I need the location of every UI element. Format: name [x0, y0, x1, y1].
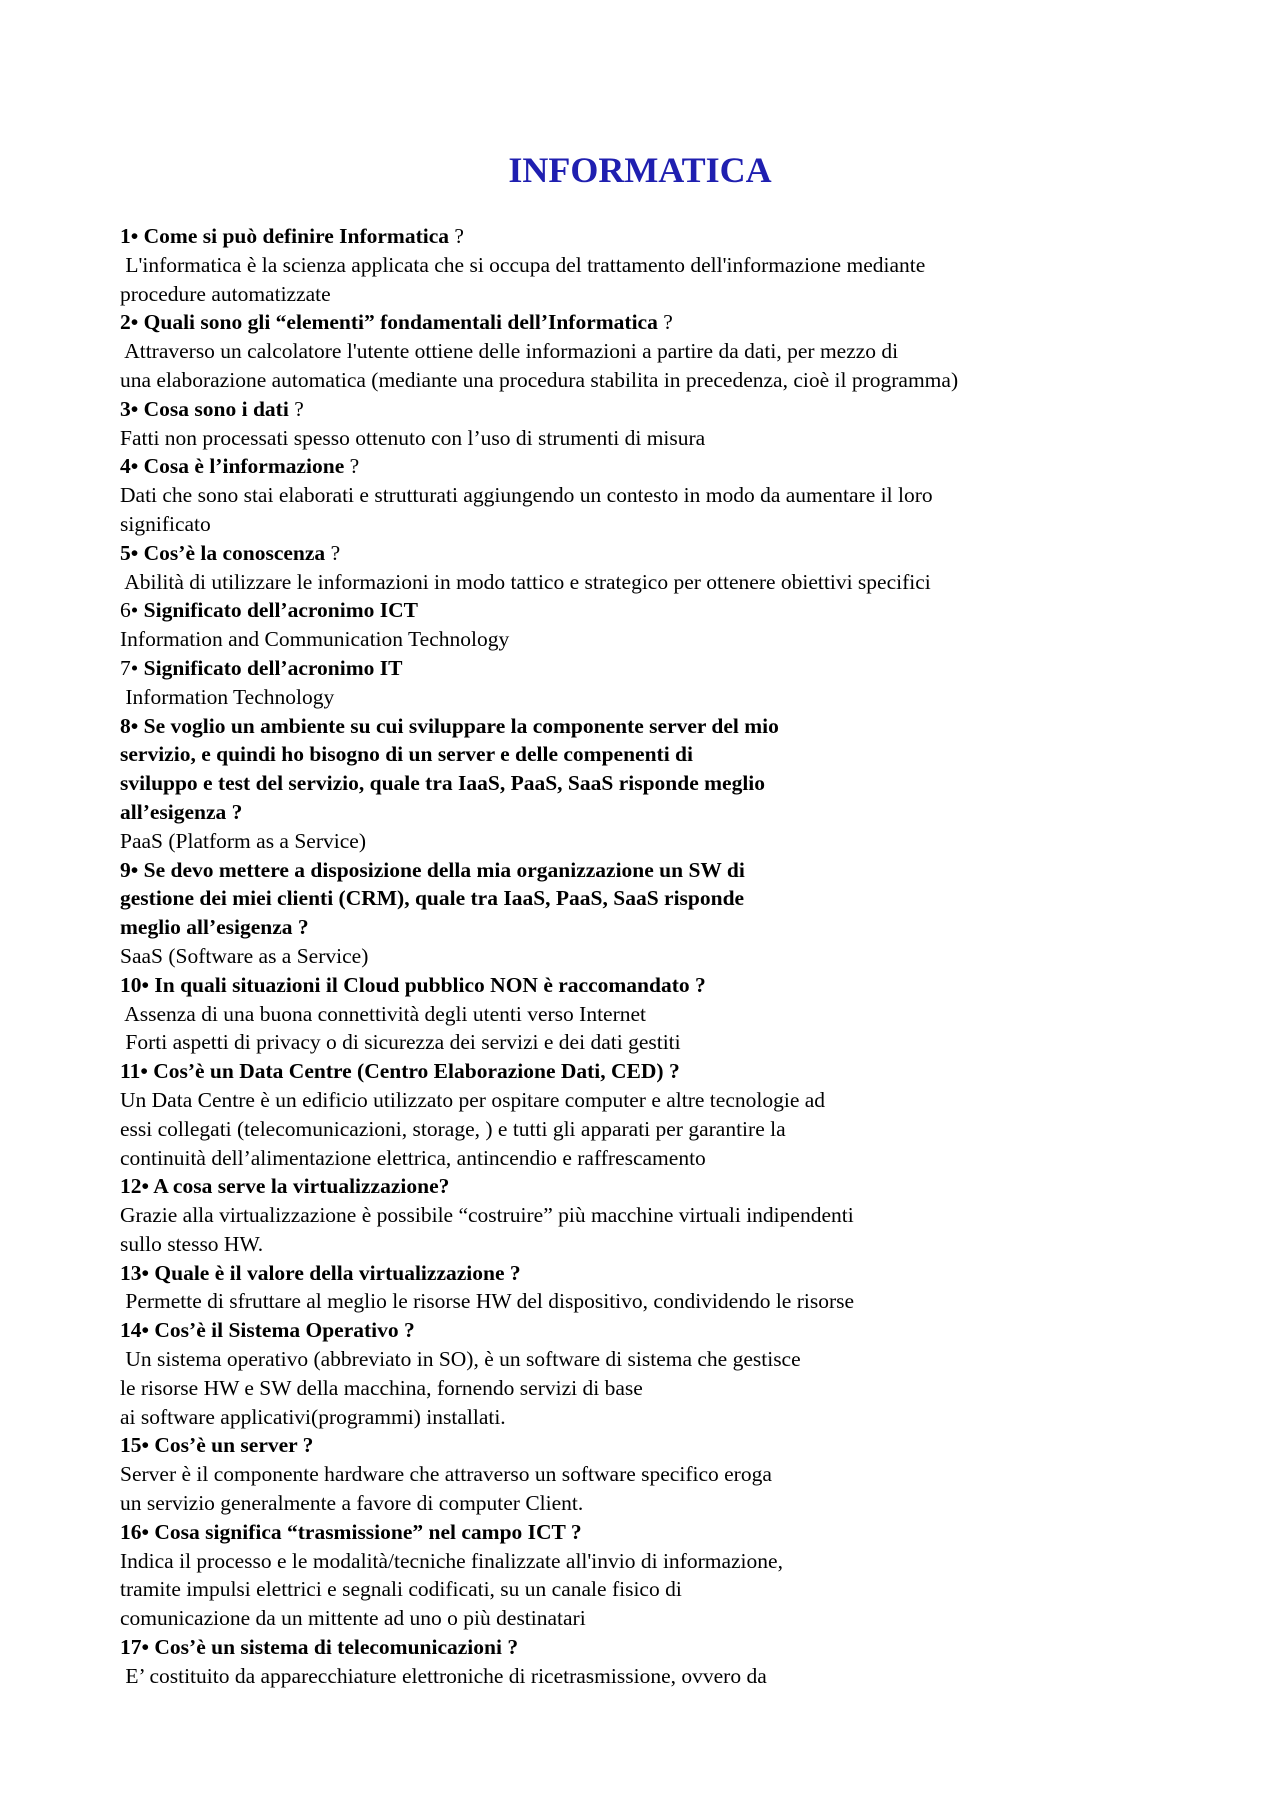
qa-item [120, 1057, 1180, 1172]
answer-line: Grazie alla virtualizzazione è possibile “costruire” più macchine virtuali indipendenti [120, 1203, 854, 1228]
qa-item [120, 1518, 1180, 1633]
answer-line: Forti aspetti di privacy o di sicurezza dei servizi e dei dati gestiti [120, 1030, 681, 1055]
qa-item [120, 1259, 1180, 1317]
question-line [120, 884, 1180, 913]
answer-line: Fatti non processati spesso ottenuto con l’uso di strumenti di misura [120, 425, 706, 450]
question-line [120, 740, 1180, 769]
question-line [120, 308, 1180, 337]
answer-line: E’ costituito da apparecchiature elettroniche di ricetrasmissione, ovvero da [120, 1663, 767, 1688]
answer-line: Assenza di una buona connettività degli utenti verso Internet [120, 1001, 647, 1026]
qa-list [120, 222, 1180, 1691]
question-line [120, 539, 1180, 568]
answer-line: una elaborazione automatica (mediante una procedura stabilita in precedenza, cioè il programma) [120, 367, 959, 392]
question-line [120, 1259, 1180, 1288]
question-line [120, 452, 1180, 481]
qa-item [120, 856, 1180, 971]
question-line [120, 971, 1180, 1000]
answer-line: Attraverso un calcolatore l'utente ottiene delle informazioni a partire da dati, per mezzo di [120, 339, 899, 364]
answer-line: un servizio generalmente a favore di computer Client. [120, 1491, 584, 1516]
question-text: gestione dei miei clienti (CRM), quale tra IaaS, PaaS, SaaS risponde [120, 886, 745, 911]
qa-item [120, 308, 1180, 394]
qa-item [120, 596, 1180, 654]
answer-line: SaaS (Software as a Service) [120, 943, 369, 968]
qa-item [120, 1172, 1180, 1258]
answer-line: Dati che sono stai elaborati e strutturati aggiungendo un contesto in modo da aumentare il loro [120, 483, 933, 508]
question-mark: ? [449, 224, 464, 248]
answer-line: le risorse HW e SW della macchina, fornendo servizi di base [120, 1375, 643, 1400]
question-text: Significato dell’acronimo ICT [138, 598, 418, 623]
qa-item [120, 539, 1180, 597]
question-line [120, 395, 1180, 424]
question-line [120, 712, 1180, 741]
question-line [120, 654, 1180, 683]
question-line [120, 1518, 1180, 1547]
question-line [120, 596, 1180, 625]
question-text: meglio all’esigenza ? [120, 915, 309, 940]
question-text: all’esigenza ? [120, 799, 243, 824]
page-title: INFORMATICA [508, 150, 772, 190]
question-mark: ? [325, 540, 341, 565]
question-line [120, 1172, 1180, 1201]
answer-line: procedure automatizzate [120, 281, 331, 306]
question-line [120, 222, 1180, 251]
question-text: Significato dell’acronimo IT [138, 655, 403, 680]
question-text: 11• Cos’è un Data Centre (Centro Elaborazione Dati, CED) ? [120, 1059, 680, 1084]
answer-line: significato [120, 511, 211, 536]
question-text: 4• Cosa è l’informazione [120, 454, 345, 479]
answer-line: essi collegati (telecomunicazioni, storage, ) e tutti gli apparati per garantire la [120, 1116, 786, 1141]
qa-item [120, 1633, 1180, 1691]
question-line [120, 798, 1180, 827]
question-text: servizio, e quindi ho bisogno di un server e delle compenenti di [120, 742, 693, 767]
question-line [120, 1633, 1180, 1662]
question-text: 17• Cos’è un sistema di telecomunicazioni ? [120, 1635, 519, 1660]
answer-line: comunicazione da un mittente ad uno o più destinatari [120, 1606, 586, 1631]
answer-line: ai software applicativi(programmi) installati. [120, 1404, 506, 1429]
question-mark: ? [344, 454, 360, 479]
qa-item [120, 654, 1180, 712]
question-text: 10• In quali situazioni il Cloud pubblico NON è raccomandato ? [120, 972, 706, 997]
question-line [120, 856, 1180, 885]
question-line [120, 1057, 1180, 1086]
qa-item [120, 222, 1180, 308]
qa-item [120, 452, 1180, 538]
answer-line: Server è il componente hardware che attraverso un software specifico eroga [120, 1462, 772, 1487]
answer-line: Information Technology [120, 684, 335, 709]
question-mark: ? [657, 310, 673, 335]
answer-line: L'informatica è la scienza applicata che si occupa del trattamento dell'informazione mediante [120, 252, 926, 277]
answer-line: Un sistema operativo (abbreviato in SO), è un software di sistema che gestisce [120, 1347, 801, 1372]
question-text: 2• Quali sono gli “elementi” fondamentali dell’Informatica [120, 310, 658, 335]
question-text: 1• Come si può definire Informatica [120, 224, 450, 248]
question-text: 15• Cos’è un server ? [120, 1433, 314, 1458]
answer-line: continuità dell’alimentazione elettrica, antincendio e raffrescamento [120, 1145, 706, 1170]
answer-line: sullo stesso HW. [120, 1231, 264, 1256]
question-text: 13• Quale è il valore della virtualizzazione ? [120, 1260, 521, 1285]
question-line [120, 769, 1180, 798]
question-text: 8• Se voglio un ambiente su cui sviluppare la componente server del mio [120, 713, 779, 738]
question-text: 16• Cosa significa “trasmissione” nel campo ICT ? [120, 1519, 582, 1544]
qa-item [120, 1316, 1180, 1431]
qa-item [120, 712, 1180, 856]
qa-item [120, 1431, 1180, 1517]
question-line [120, 913, 1180, 942]
answer-line: Un Data Centre è un edificio utilizzato per ospitare computer e altre tecnologie ad [120, 1087, 826, 1112]
answer-line: Abilità di utilizzare le informazioni in modo tattico e strategico per ottenere obiettivi specifici [120, 569, 931, 594]
question-text: 12• A cosa serve la virtualizzazione? [120, 1174, 450, 1199]
question-text: 9• Se devo mettere a disposizione della mia organizzazione un SW di [120, 857, 745, 882]
answer-line: tramite impulsi elettrici e segnali codificati, su un canale fisico di [120, 1577, 682, 1602]
question-text: 3• Cosa sono i dati [120, 396, 289, 421]
question-text: sviluppo e test del servizio, quale tra IaaS, PaaS, SaaS risponde meglio [120, 771, 766, 796]
question-line [120, 1431, 1180, 1460]
question-text: 14• Cos’è il Sistema Operativo ? [120, 1318, 415, 1343]
qa-item [120, 395, 1180, 453]
question-text: 5• Cos’è la conoscenza [120, 540, 326, 565]
question-number: 6• [120, 598, 139, 623]
qa-item [120, 971, 1180, 1057]
question-mark: ? [288, 396, 304, 421]
answer-line: Information and Communication Technology [120, 627, 510, 652]
answer-line: Permette di sfruttare al meglio le risorse HW del dispositivo, condividendo le risorse [120, 1289, 855, 1314]
answer-line: Indica il processo e le modalità/tecniche finalizzate all'invio di informazione, [120, 1548, 783, 1573]
question-number: 7• [120, 655, 139, 680]
answer-line: PaaS (Platform as a Service) [120, 828, 366, 853]
question-line [120, 1316, 1180, 1345]
